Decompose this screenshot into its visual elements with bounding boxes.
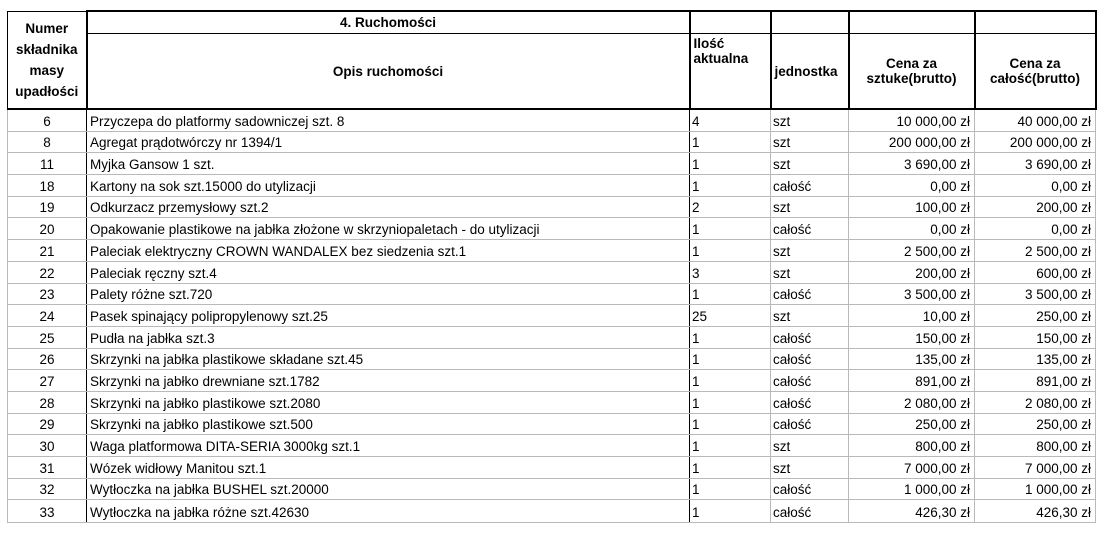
cell-description: Wózek widłowy Manitou szt.1 [87,457,690,479]
table-row [8,261,1096,283]
cell-unit-price: 0,00 zł [849,218,975,240]
cell-description: Skrzynki na jabłko drewniane szt.1782 [87,370,690,392]
cell-total-price: 891,00 zł [975,370,1096,392]
cell-unit-price: 3 690,00 zł [849,153,975,175]
cell-number: 32 [8,478,87,500]
cell-unit: całość [771,326,849,348]
header-cell-empty [690,11,771,34]
table-row [8,175,1096,197]
cell-unit: szt [771,457,849,479]
cell-unit-price: 150,00 zł [849,326,975,348]
cell-number: 20 [8,218,87,240]
cell-total-price: 1 000,00 zł [975,478,1096,500]
cell-number: 29 [8,413,87,435]
header-cell-empty [771,11,849,34]
table-row [8,391,1096,413]
cell-unit-price: 426,30 zł [849,500,975,523]
cell-unit: całość [771,175,849,197]
cell-unit-price: 250,00 zł [849,413,975,435]
cell-description: Paleciak ręczny szt.4 [87,261,690,283]
cell-number: 22 [8,261,87,283]
cell-total-price: 426,30 zł [975,500,1096,523]
cell-total-price: 250,00 zł [975,305,1096,327]
cell-total-price: 250,00 zł [975,413,1096,435]
cell-total-price: 3 690,00 zł [975,153,1096,175]
cell-quantity: 1 [690,175,771,197]
cell-unit: szt [771,131,849,153]
cell-description: Kartony na sok szt.15000 do utylizacji [87,175,690,197]
cell-unit: całość [771,413,849,435]
table-row [8,240,1096,262]
cell-unit-price: 200,00 zł [849,261,975,283]
cell-total-price: 200 000,00 zł [975,131,1096,153]
cell-number: 19 [8,196,87,218]
assets-table [7,10,1097,523]
cell-total-price: 0,00 zł [975,218,1096,240]
header-row-main [8,34,1096,110]
cell-number: 6 [8,109,87,131]
cell-unit-price: 3 500,00 zł [849,283,975,305]
cell-unit-price: 891,00 zł [849,370,975,392]
table-row [8,326,1096,348]
cell-unit: całość [771,283,849,305]
cell-unit: całość [771,370,849,392]
column-header-unit: jednostka [771,34,849,110]
cell-unit-price: 2 080,00 zł [849,391,975,413]
cell-unit: szt [771,196,849,218]
cell-quantity: 1 [690,131,771,153]
header-row-top [8,11,1096,34]
column-header-unit-price: Cena za sztuke(brutto) [849,34,975,110]
cell-unit-price: 10 000,00 zł [849,109,975,131]
cell-quantity: 1 [690,348,771,370]
cell-unit: szt [771,261,849,283]
cell-quantity: 1 [690,413,771,435]
cell-quantity: 1 [690,435,771,457]
cell-description: Myjka Gansow 1 szt. [87,153,690,175]
cell-quantity: 1 [690,457,771,479]
cell-unit-price: 100,00 zł [849,196,975,218]
cell-total-price: 150,00 zł [975,326,1096,348]
column-header-description: Opis ruchomości [87,34,690,110]
cell-unit: całość [771,391,849,413]
cell-description: Wytłoczka na jabłka BUSHEL szt.20000 [87,478,690,500]
column-header-total-price: Cena za całość(brutto) [975,34,1096,110]
table-row [8,435,1096,457]
cell-quantity: 1 [690,391,771,413]
cell-unit-price: 0,00 zł [849,175,975,197]
cell-quantity: 25 [690,305,771,327]
cell-quantity: 4 [690,109,771,131]
table-row [8,305,1096,327]
column-header-quantity: Ilość aktualna [690,34,771,110]
cell-number: 25 [8,326,87,348]
cell-description: Przyczepa do platformy sadowniczej szt. 8 [87,109,690,131]
cell-total-price: 800,00 zł [975,435,1096,457]
cell-number: 8 [8,131,87,153]
table-row [8,457,1096,479]
cell-description: Odkurzacz przemysłowy szt.2 [87,196,690,218]
cell-description: Pasek spinający polipropylenowy szt.25 [87,305,690,327]
cell-number: 21 [8,240,87,262]
cell-total-price: 200,00 zł [975,196,1096,218]
cell-number: 31 [8,457,87,479]
cell-unit-price: 800,00 zł [849,435,975,457]
table-row [8,283,1096,305]
cell-unit: szt [771,153,849,175]
cell-description: Agregat prądotwórczy nr 1394/1 [87,131,690,153]
header-cell-empty [849,11,975,34]
cell-unit-price: 200 000,00 zł [849,131,975,153]
cell-quantity: 1 [690,240,771,262]
table-row [8,413,1096,435]
cell-total-price: 3 500,00 zł [975,283,1096,305]
cell-description: Palety różne szt.720 [87,283,690,305]
table-row [8,478,1096,500]
table-row [8,370,1096,392]
table-row [8,218,1096,240]
cell-number: 26 [8,348,87,370]
cell-unit: całość [771,218,849,240]
cell-unit: całość [771,348,849,370]
cell-total-price: 0,00 zł [975,175,1096,197]
table-row [8,109,1096,131]
cell-total-price: 135,00 zł [975,348,1096,370]
cell-number: 33 [8,500,87,523]
cell-description: Skrzynki na jabłka plastikowe składane szt.45 [87,348,690,370]
cell-number: 30 [8,435,87,457]
cell-description: Wytłoczka na jabłka różne szt.42630 [87,500,690,523]
column-header-number: Numer składnika masy upadłości [8,11,87,109]
cell-unit-price: 1 000,00 zł [849,478,975,500]
cell-total-price: 40 000,00 zł [975,109,1096,131]
section-title: 4. Ruchomości [87,11,690,34]
cell-description: Paleciak elektryczny CROWN WANDALEX bez siedzenia szt.1 [87,240,690,262]
cell-total-price: 2 080,00 zł [975,391,1096,413]
cell-description: Pudła na jabłka szt.3 [87,326,690,348]
cell-quantity: 3 [690,261,771,283]
cell-quantity: 1 [690,370,771,392]
cell-quantity: 1 [690,283,771,305]
table-row [8,348,1096,370]
cell-total-price: 600,00 zł [975,261,1096,283]
cell-quantity: 2 [690,196,771,218]
cell-total-price: 7 000,00 zł [975,457,1096,479]
cell-unit-price: 10,00 zł [849,305,975,327]
cell-unit: szt [771,435,849,457]
cell-quantity: 1 [690,500,771,523]
cell-number: 27 [8,370,87,392]
header-cell-empty [975,11,1096,34]
cell-unit: całość [771,478,849,500]
cell-unit-price: 7 000,00 zł [849,457,975,479]
cell-total-price: 2 500,00 zł [975,240,1096,262]
cell-unit: szt [771,305,849,327]
cell-number: 11 [8,153,87,175]
cell-unit: całość [771,500,849,523]
cell-number: 24 [8,305,87,327]
cell-description: Skrzynki na jabłko plastikowe szt.500 [87,413,690,435]
cell-description: Waga platformowa DITA-SERIA 3000kg szt.1 [87,435,690,457]
cell-description: Opakowanie plastikowe na jabłka złożone w skrzyniopaletach - do utylizacji [87,218,690,240]
cell-quantity: 1 [690,478,771,500]
cell-number: 28 [8,391,87,413]
cell-unit-price: 2 500,00 zł [849,240,975,262]
table-row [8,196,1096,218]
table-row [8,131,1096,153]
cell-number: 18 [8,175,87,197]
cell-quantity: 1 [690,218,771,240]
table-row [8,500,1096,523]
cell-number: 23 [8,283,87,305]
cell-unit-price: 135,00 zł [849,348,975,370]
cell-unit: szt [771,109,849,131]
cell-quantity: 1 [690,153,771,175]
cell-description: Skrzynki na jabłko plastikowe szt.2080 [87,391,690,413]
table-row [8,153,1096,175]
cell-unit: szt [771,240,849,262]
cell-quantity: 1 [690,326,771,348]
